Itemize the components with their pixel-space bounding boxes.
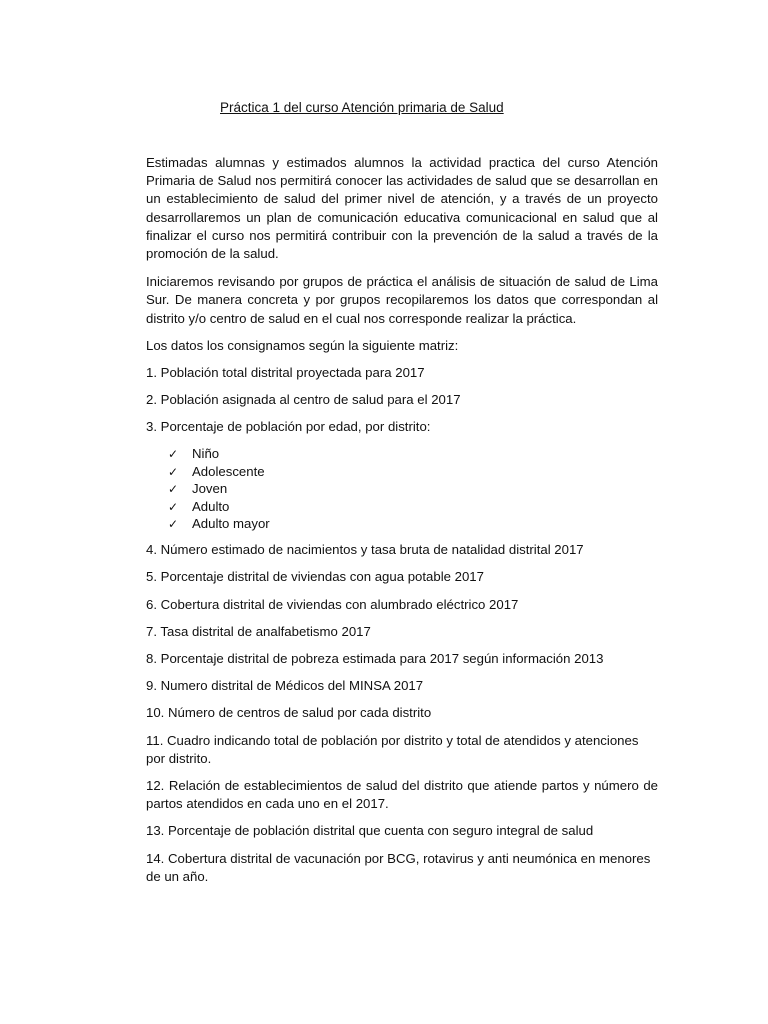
list-item: 10. Número de centros de salud por cada distrito <box>146 705 432 721</box>
list-item: 12. Relación de establecimientos de salud del distrito que atiende partos y número de partos atendidos en cada uno en el 2017. <box>146 777 658 812</box>
matrix-intro: Los datos los consignamos según la siguiente matriz: <box>146 337 459 353</box>
age-group-checklist <box>146 446 658 534</box>
checklist-item <box>168 516 658 534</box>
checklist-label: Niño <box>192 446 220 462</box>
checklist-item <box>168 463 658 481</box>
checkmark-icon: ✓ <box>168 482 179 497</box>
list-item: 1. Población total distrital proyectada para 2017 <box>146 365 425 381</box>
checklist-label: Adulto mayor <box>192 516 270 532</box>
checklist-item <box>168 481 658 499</box>
list-item: 7. Tasa distrital de analfabetismo 2017 <box>146 623 371 639</box>
checklist-label: Joven <box>192 481 228 497</box>
list-item: 11. Cuadro indicando total de población por distrito y total de atendidos y atenciones por distrito. <box>146 732 639 766</box>
checkmark-icon: ✓ <box>168 517 179 532</box>
list-item: 8. Porcentaje distrital de pobreza estimada para 2017 según información 2013 <box>146 650 604 666</box>
list-item: 5. Porcentaje distrital de viviendas con agua potable 2017 <box>146 569 484 585</box>
list-item: 2. Población asignada al centro de salud para el 2017 <box>146 392 461 408</box>
checklist-label: Adolescente <box>192 463 265 479</box>
checkmark-icon: ✓ <box>168 464 179 479</box>
list-item: 9. Numero distrital de Médicos del MINSA 2017 <box>146 678 424 694</box>
document-title: Práctica 1 del curso Atención primaria de Salud <box>220 100 504 115</box>
checklist-item <box>168 446 658 464</box>
list-item: 3. Porcentaje de población por edad, por distrito: <box>146 419 431 435</box>
checklist-label: Adulto <box>192 498 230 514</box>
list-item: 4. Número estimado de nacimientos y tasa bruta de natalidad distrital 2017 <box>146 542 584 558</box>
list-item: 6. Cobertura distrital de viviendas con alumbrado eléctrico 2017 <box>146 596 519 612</box>
checklist-item <box>168 498 658 516</box>
checkmark-icon: ✓ <box>168 499 179 514</box>
intro-paragraph: Estimadas alumnas y estimados alumnos la actividad practica del curso Atención Primaria de Salud nos permitirá conocer las actividades de salud que se desarrollan en un establecimiento de salud del primer nivel de atención, y a través de un proyecto desarrollaremos un plan de comunicación educativa comunicacional en salud que al finalizar el curso nos permitirá contribuir con la prevención de la salud a través de la promoción de la salud. <box>146 155 658 262</box>
intro-paragraph: Iniciaremos revisando por grupos de práctica el análisis de situación de salud de Lima Sur. De manera concreta y por grupos recopilaremos los datos que correspondan al distrito y/o centro de salud en el cual nos corresponde realizar la práctica. <box>146 274 658 326</box>
list-item: 14. Cobertura distrital de vacunación por BCG, rotavirus y anti neumónica en menores de un año. <box>146 850 651 884</box>
list-item: 13. Porcentaje de población distrital que cuenta con seguro integral de salud <box>146 823 594 839</box>
checkmark-icon: ✓ <box>168 447 179 462</box>
document-body <box>146 154 658 895</box>
